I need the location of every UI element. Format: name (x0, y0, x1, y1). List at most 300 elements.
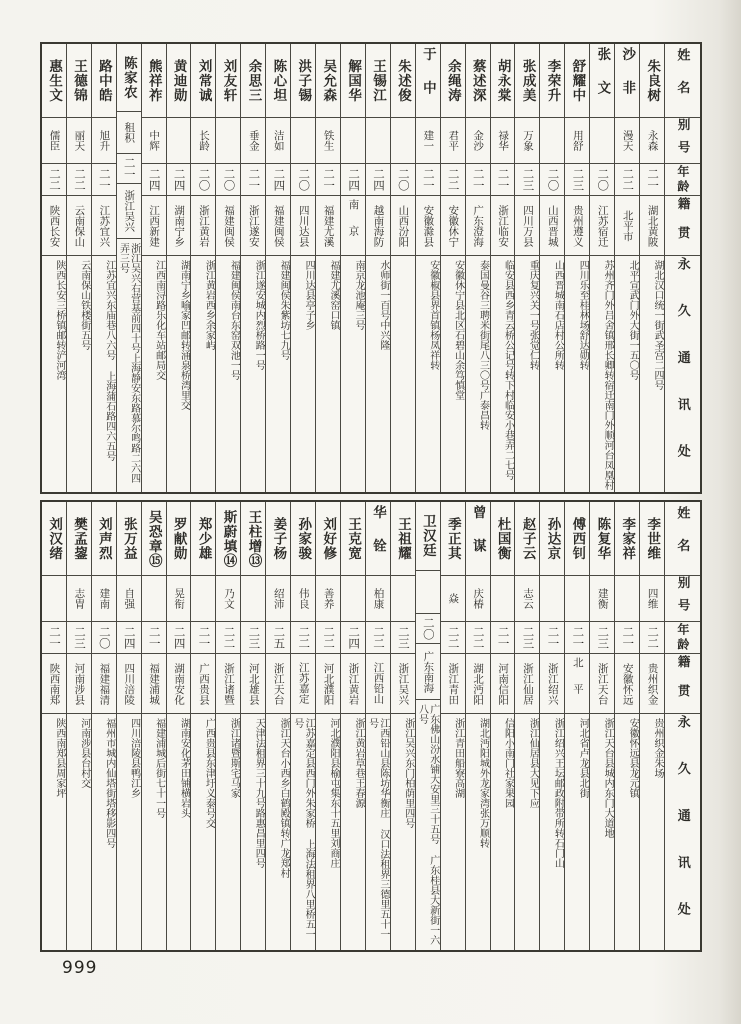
person-native: 浙江吴兴 (117, 184, 141, 239)
person-name: 刘好修 (316, 502, 340, 576)
person-age: 二一 (42, 622, 66, 654)
person-alias: 长龄 (191, 118, 215, 164)
person-column (589, 44, 614, 492)
person-alias (216, 118, 240, 164)
person-age: 二三 (590, 622, 614, 654)
person-column (365, 502, 390, 950)
person-age: 二四 (341, 164, 365, 196)
person-address: 信阳小南门社家果园 (502, 718, 514, 808)
person-age: 二一 (640, 164, 664, 196)
person-alias: 租积 (117, 112, 141, 154)
person-native: 福建闽侯 (266, 196, 290, 256)
person-column (290, 502, 315, 950)
person-address: 浙江天台小西乡白鹤殿镇转广龙郑村 (278, 718, 290, 878)
person-alias (615, 576, 639, 622)
header-native: 籍贯 (665, 196, 700, 256)
person-column (290, 44, 315, 492)
person-column (166, 44, 191, 492)
person-address: 浙江黄岩西乡余家屿 (203, 260, 215, 350)
person-column (340, 44, 365, 492)
person-name: 路中皓 (92, 44, 116, 118)
person-name: 傅西钊 (565, 502, 589, 576)
person-column (116, 502, 141, 950)
person-native: 浙江天台 (266, 654, 290, 714)
person-native: 贵州织金 (640, 654, 664, 714)
header-column (664, 44, 700, 492)
person-age: 二二 (216, 622, 240, 654)
person-age: 二三 (565, 164, 589, 196)
person-name: 洪子锡 (291, 44, 315, 118)
person-age: 二一 (92, 164, 116, 196)
person-name: 孙达京 (540, 502, 564, 576)
person-age: 二〇 (391, 164, 415, 196)
person-column (514, 44, 539, 492)
person-age: 二二 (42, 164, 66, 196)
person-age: 二一 (466, 164, 490, 196)
header-alias: 别号 (665, 118, 700, 164)
person-address: 浙江天台县城内东门大道地 (602, 718, 614, 838)
person-native: 广东澄海 (466, 196, 490, 256)
person-alias (167, 118, 191, 164)
person-alias: 旭升 (92, 118, 116, 164)
person-name: 王克宽 (341, 502, 365, 576)
person-native: 浙江临安 (491, 196, 515, 256)
person-native: 浙江天台 (590, 654, 614, 714)
person-native: 四川达县 (291, 196, 315, 256)
person-native: 北平 (565, 654, 589, 714)
person-column (514, 502, 539, 950)
person-native: 湖南宁乡 (167, 196, 191, 256)
person-column (66, 502, 91, 950)
person-native: 河北濮阳 (316, 654, 340, 714)
header-age: 年龄 (665, 622, 700, 654)
person-address: 安徽怀远县龙元镇 (627, 718, 639, 798)
person-native: 安徽滁县 (416, 196, 440, 256)
person-column (639, 44, 664, 492)
person-native: 浙江黄岩 (191, 196, 215, 256)
person-age: 二〇 (590, 164, 614, 196)
person-column (265, 502, 290, 950)
person-address: 南京龙池庵三号 (352, 260, 364, 330)
person-address: 江西铅山县陈坊华衡庄 汉口法租界三德里五十一号 (366, 717, 389, 939)
person-name: 李家祥 (615, 502, 639, 576)
person-column (190, 44, 215, 492)
person-age: 二〇 (191, 164, 215, 196)
header-address: 永久通讯处 (675, 257, 691, 491)
person-name: 李世维 (640, 502, 664, 576)
person-native: 越南海防 (366, 196, 390, 256)
person-address: 临安县西乡青云桥公记号转下村临安小巷弄二七号 (502, 260, 514, 480)
person-name: 王德锦 (67, 44, 91, 118)
header-alias: 别号 (665, 576, 700, 622)
person-alias: 永森 (640, 118, 664, 164)
person-alias: 中辉 (142, 118, 166, 164)
person-name: 朱述俊 (391, 44, 415, 118)
person-age: 二二 (441, 164, 465, 196)
directory-table-top (40, 42, 702, 494)
header-age: 年龄 (665, 164, 700, 196)
person-alias: 柏康 (366, 576, 390, 622)
person-address: 福建闽侯朱紫坊七九号 (278, 260, 290, 360)
person-address: 河北濮阳县榆屯集东十五里刘商庄 (328, 718, 340, 868)
person-alias: 用舒 (565, 118, 589, 164)
person-alias: 自强 (117, 576, 141, 622)
person-age: 二四 (366, 164, 390, 196)
person-name: 季正其 (441, 502, 465, 576)
person-name: 解国华 (341, 44, 365, 118)
person-age: 二二 (316, 622, 340, 654)
person-native: 河北雄县 (241, 654, 265, 714)
person-native: 广西贵县 (191, 654, 215, 714)
person-alias: 伟良 (291, 576, 315, 622)
person-address: 重庆复兴关一号张觉仁转 (527, 260, 539, 370)
person-name: 陈家农 (117, 44, 141, 112)
person-name: 熊祥祚 (142, 44, 166, 118)
person-age: 二一 (241, 164, 265, 196)
person-alias: 建南 (92, 576, 116, 622)
person-native: 浙江绍兴 (540, 654, 564, 714)
person-alias (291, 118, 315, 164)
person-alias: 志云 (515, 576, 539, 622)
person-address: 湖北沔阳城外龙家湾张万顺转 (477, 718, 489, 848)
person-address: 福建浦城后街七十一号 (153, 718, 165, 818)
person-address (391, 256, 415, 492)
person-name: 曾谋 (466, 502, 490, 576)
person-alias: 万象 (515, 118, 539, 164)
person-age: 二二 (441, 622, 465, 654)
person-native: 陕西长安 (42, 196, 66, 256)
person-native: 湖北沔阳 (466, 654, 490, 714)
person-column (141, 502, 166, 950)
person-alias (142, 576, 166, 622)
person-column (440, 44, 465, 492)
person-column (91, 502, 116, 950)
person-address: 河北省卢龙县北街 (577, 718, 589, 798)
person-column (42, 44, 66, 492)
person-address: 广西贵县东津圩义泰号交 (203, 718, 215, 828)
person-address: 陕西长安三桥镇邮转浐河湾 (53, 260, 65, 380)
header-native: 籍贯 (665, 654, 700, 714)
person-address: 北平宣武门外大街一五〇号 (627, 260, 639, 380)
person-column (240, 44, 265, 492)
person-alias: 铁生 (316, 118, 340, 164)
header-column (664, 502, 700, 950)
person-name: 王锡江 (366, 44, 390, 118)
person-native: 河南涉县 (67, 654, 91, 714)
person-column (141, 44, 166, 492)
person-alias: 焱 (441, 576, 465, 622)
person-native: 广东南海 (416, 644, 440, 700)
person-alias (341, 118, 365, 164)
person-alias (491, 576, 515, 622)
person-native: 安徽怀远 (615, 654, 639, 714)
person-alias (391, 576, 415, 622)
person-address: 浙江黄岩草巷王春源 (352, 718, 364, 808)
person-name: 舒耀中 (565, 44, 589, 118)
person-age: 二四 (167, 164, 191, 196)
person-age: 二一 (416, 164, 440, 196)
person-age: 二〇 (216, 164, 240, 196)
person-name: 张成美 (515, 44, 539, 118)
person-native: 山西汾阳 (391, 196, 415, 256)
person-column (539, 502, 564, 950)
person-alias (241, 576, 265, 622)
person-age: 二一 (191, 622, 215, 654)
person-address: 四川乐至桂林场舒达勋转 (577, 260, 589, 370)
person-name: 于中 (416, 44, 440, 118)
person-address: 浙江绍兴王坛邮政附带所转石门山 (552, 718, 564, 868)
person-alias: 丽天 (67, 118, 91, 164)
person-age: 二二 (466, 622, 490, 654)
person-address: 山西晋城南石店村公所转 (552, 260, 564, 370)
person-address: 四川达县亭子乡 (303, 260, 315, 330)
person-column (564, 44, 589, 492)
person-column (465, 502, 490, 950)
person-alias (42, 576, 66, 622)
person-alias: 儒臣 (42, 118, 66, 164)
person-column (614, 502, 639, 950)
person-column (315, 502, 340, 950)
person-column (91, 44, 116, 492)
person-name: 陈复华 (590, 502, 614, 576)
person-alias (565, 576, 589, 622)
person-name: 斯蔚填⑭ (216, 502, 240, 576)
person-name: 吴允森 (316, 44, 340, 118)
person-column (240, 502, 265, 950)
person-address: 陕西南郑县周家坪 (53, 718, 65, 798)
person-age: 二一 (117, 154, 141, 183)
person-column (440, 502, 465, 950)
person-column (166, 502, 191, 950)
person-native: 云南保山 (67, 196, 91, 256)
person-native: 浙江黄岩 (341, 654, 365, 714)
person-age: 二四 (142, 164, 166, 196)
person-address: 浙江吴兴右营基前四十号上海静安东路慕尔鸣路二六四弄三号 (117, 242, 140, 483)
person-column (215, 44, 240, 492)
person-name: 余思三 (241, 44, 265, 118)
person-age: 二四 (117, 622, 141, 654)
person-name: 刘常诚 (191, 44, 215, 118)
person-address: 福建尤溪窑口镇 (328, 260, 340, 330)
person-column (190, 502, 215, 950)
person-name: 蔡述深 (466, 44, 490, 118)
person-name: 张文 (590, 44, 614, 118)
person-column (639, 502, 664, 950)
person-name: 刘友轩 (216, 44, 240, 118)
person-column (490, 502, 515, 950)
person-name: 胡永棠 (491, 44, 515, 118)
person-age: 二一 (491, 164, 515, 196)
person-address: 浙江吴兴东门柏荫里四号 (402, 718, 414, 828)
person-alias: 洁如 (266, 118, 290, 164)
person-address: 四川涪陵县鸭江乡 (128, 718, 140, 798)
person-name: 孙家骏 (291, 502, 315, 576)
person-age: 二一 (540, 622, 564, 654)
person-address: 江苏嘉定县西门外朱家桥 上海法租界八里桥五一号 (291, 717, 315, 939)
person-name: 李荣升 (540, 44, 564, 118)
person-alias: 善养 (316, 576, 340, 622)
person-age: 二四 (167, 622, 191, 654)
person-alias: 庆椿 (466, 576, 490, 622)
person-name: 余绳涛 (441, 44, 465, 118)
person-age: 二二 (67, 164, 91, 196)
person-native: 福建尤溪 (316, 196, 340, 256)
person-age: 二二 (640, 622, 664, 654)
person-age: 二〇 (540, 164, 564, 196)
person-native: 浙江诸暨 (216, 654, 240, 714)
person-age: 二二 (615, 164, 639, 196)
person-alias: 乃文 (216, 576, 240, 622)
person-address: 浙江青田船寮高湖 (452, 718, 464, 798)
person-alias: 晃衔 (167, 576, 191, 622)
person-native: 浙江青田 (441, 654, 465, 714)
person-alias: 漫天 (615, 118, 639, 164)
person-alias (416, 571, 440, 614)
person-alias (540, 118, 564, 164)
person-alias (391, 118, 415, 164)
person-native: 福建福清 (92, 654, 116, 714)
person-alias (590, 118, 614, 164)
person-age: 二四 (266, 164, 290, 196)
person-age: 二二 (366, 622, 390, 654)
page-number: 999 (62, 958, 98, 978)
person-alias: 金沙 (466, 118, 490, 164)
person-address: 天津法租界三十九号路惠昌里四号 (253, 718, 265, 868)
person-address: 浙江遂安城内烈桥路一号 (253, 260, 265, 370)
person-name: 黄迪勋 (167, 44, 191, 118)
person-address: 江苏宜兴东庙巷八六号 上海蒲石路四六五号 (103, 260, 115, 461)
person-alias: 志胄 (67, 576, 91, 622)
person-address: 江西南浔路乐化车站邮局交 (153, 260, 165, 380)
person-age: 二〇 (416, 614, 440, 644)
person-name: 姜子杨 (266, 502, 290, 576)
person-native: 湖南安化 (167, 654, 191, 714)
person-native: 江西铅山 (366, 654, 390, 714)
person-address: 安徽休宁县北区石碧山余笃慎堂 (452, 260, 464, 400)
person-age: 二一 (565, 622, 589, 654)
person-address: 苏州齐门外吕舍镇邢长卿转宿迁南门外顺河台凤凰村 (602, 260, 614, 490)
directory-table-bottom (40, 500, 702, 952)
person-column (265, 44, 290, 492)
person-column (614, 44, 639, 492)
person-name: 华铨 (366, 502, 390, 576)
person-native: 江苏宿迁 (590, 196, 614, 256)
person-address: 湖南安化茅田铺横岩头 (178, 718, 190, 818)
person-native: 江苏宜兴 (92, 196, 116, 256)
person-column (390, 44, 415, 492)
person-age: 二四 (341, 622, 365, 654)
person-native: 北平市 (615, 196, 639, 256)
person-native: 湖北黄陂 (640, 196, 664, 256)
header-address: 永久通讯处 (675, 715, 691, 949)
person-address: 云南保山铁楼街五号 (78, 260, 90, 350)
person-alias: 四维 (640, 576, 664, 622)
person-alias: 垂金 (241, 118, 265, 164)
person-age: 二一 (316, 164, 340, 196)
person-alias: 建一 (416, 118, 440, 164)
person-alias: 绍沛 (266, 576, 290, 622)
person-age: 二二 (291, 622, 315, 654)
person-column (539, 44, 564, 492)
person-name: 刘声烈 (92, 502, 116, 576)
person-name: 樊孟鋆 (67, 502, 91, 576)
person-address: 福建闽侯南台东窑双池一号 (228, 260, 240, 380)
person-native: 贵州遵义 (565, 196, 589, 256)
person-native: 四川万县 (515, 196, 539, 256)
person-name: 王柱增⑬ (241, 502, 265, 576)
person-column (340, 502, 365, 950)
person-column (315, 44, 340, 492)
person-native: 福建闽侯 (216, 196, 240, 256)
person-name: 罗献勋 (167, 502, 191, 576)
person-name: 郑少雄 (191, 502, 215, 576)
person-native: 南京 (341, 196, 365, 256)
person-column (490, 44, 515, 492)
person-age: 二三 (391, 622, 415, 654)
person-native: 河南信阳 (491, 654, 515, 714)
person-name: 刘汉绪 (42, 502, 66, 576)
person-address: 安徽椒县界首镇杨凤祥转 (427, 260, 439, 370)
person-column (66, 44, 91, 492)
person-native: 福建浦城 (142, 654, 166, 714)
person-column (390, 502, 415, 950)
person-native: 安徽休宁 (441, 196, 465, 256)
person-native: 江苏嘉定 (291, 654, 315, 714)
person-age: 二五 (266, 622, 290, 654)
person-name: 张万益 (117, 502, 141, 576)
person-alias: 禄华 (491, 118, 515, 164)
person-name: 朱良树 (640, 44, 664, 118)
person-age: 二三 (241, 622, 265, 654)
person-age: 二三 (515, 622, 539, 654)
person-address: 广东佛山汾水铺大安里三十五号 广东桂县大新街一六八号 (416, 704, 439, 946)
person-name: 沙非 (615, 44, 639, 118)
person-age: 二一 (491, 622, 515, 654)
person-address: 浙江仙居县大见下应 (527, 718, 539, 808)
person-alias: 建衡 (590, 576, 614, 622)
person-column (365, 44, 390, 492)
person-name: 惠生文 (42, 44, 66, 118)
person-age: 二三 (67, 622, 91, 654)
person-address: 湖南宁乡喻家凹邮转涌泉桥湾里交 (178, 260, 190, 410)
person-alias (366, 118, 390, 164)
person-alias (191, 576, 215, 622)
person-alias (540, 576, 564, 622)
person-address: 泰国曼谷三聘米街尾八三〇号广泰昌转 (477, 260, 489, 430)
person-name: 王祖耀 (391, 502, 415, 576)
header-name: 姓名 (665, 502, 700, 576)
person-address: 贵州织金朱场 (652, 718, 663, 778)
person-column (42, 502, 66, 950)
person-age: 二一 (142, 622, 166, 654)
person-age: 二一 (615, 622, 639, 654)
person-column (589, 502, 614, 950)
person-name: 赵子云 (515, 502, 539, 576)
person-column (116, 44, 141, 492)
person-name: 杜国衡 (491, 502, 515, 576)
person-column (465, 44, 490, 492)
person-column (415, 502, 440, 950)
person-age: 二〇 (92, 622, 116, 654)
person-native: 陕西南郑 (42, 654, 66, 714)
person-name: 陈心坦 (266, 44, 290, 118)
person-column (564, 502, 589, 950)
person-address: 湖北汉口统一街武圣宫二四号 (652, 260, 663, 390)
person-native: 浙江遂安 (241, 196, 265, 256)
person-native: 江西新建 (142, 196, 166, 256)
person-native: 山西晋城 (540, 196, 564, 256)
person-address: 河南涉县台村交 (78, 718, 90, 788)
